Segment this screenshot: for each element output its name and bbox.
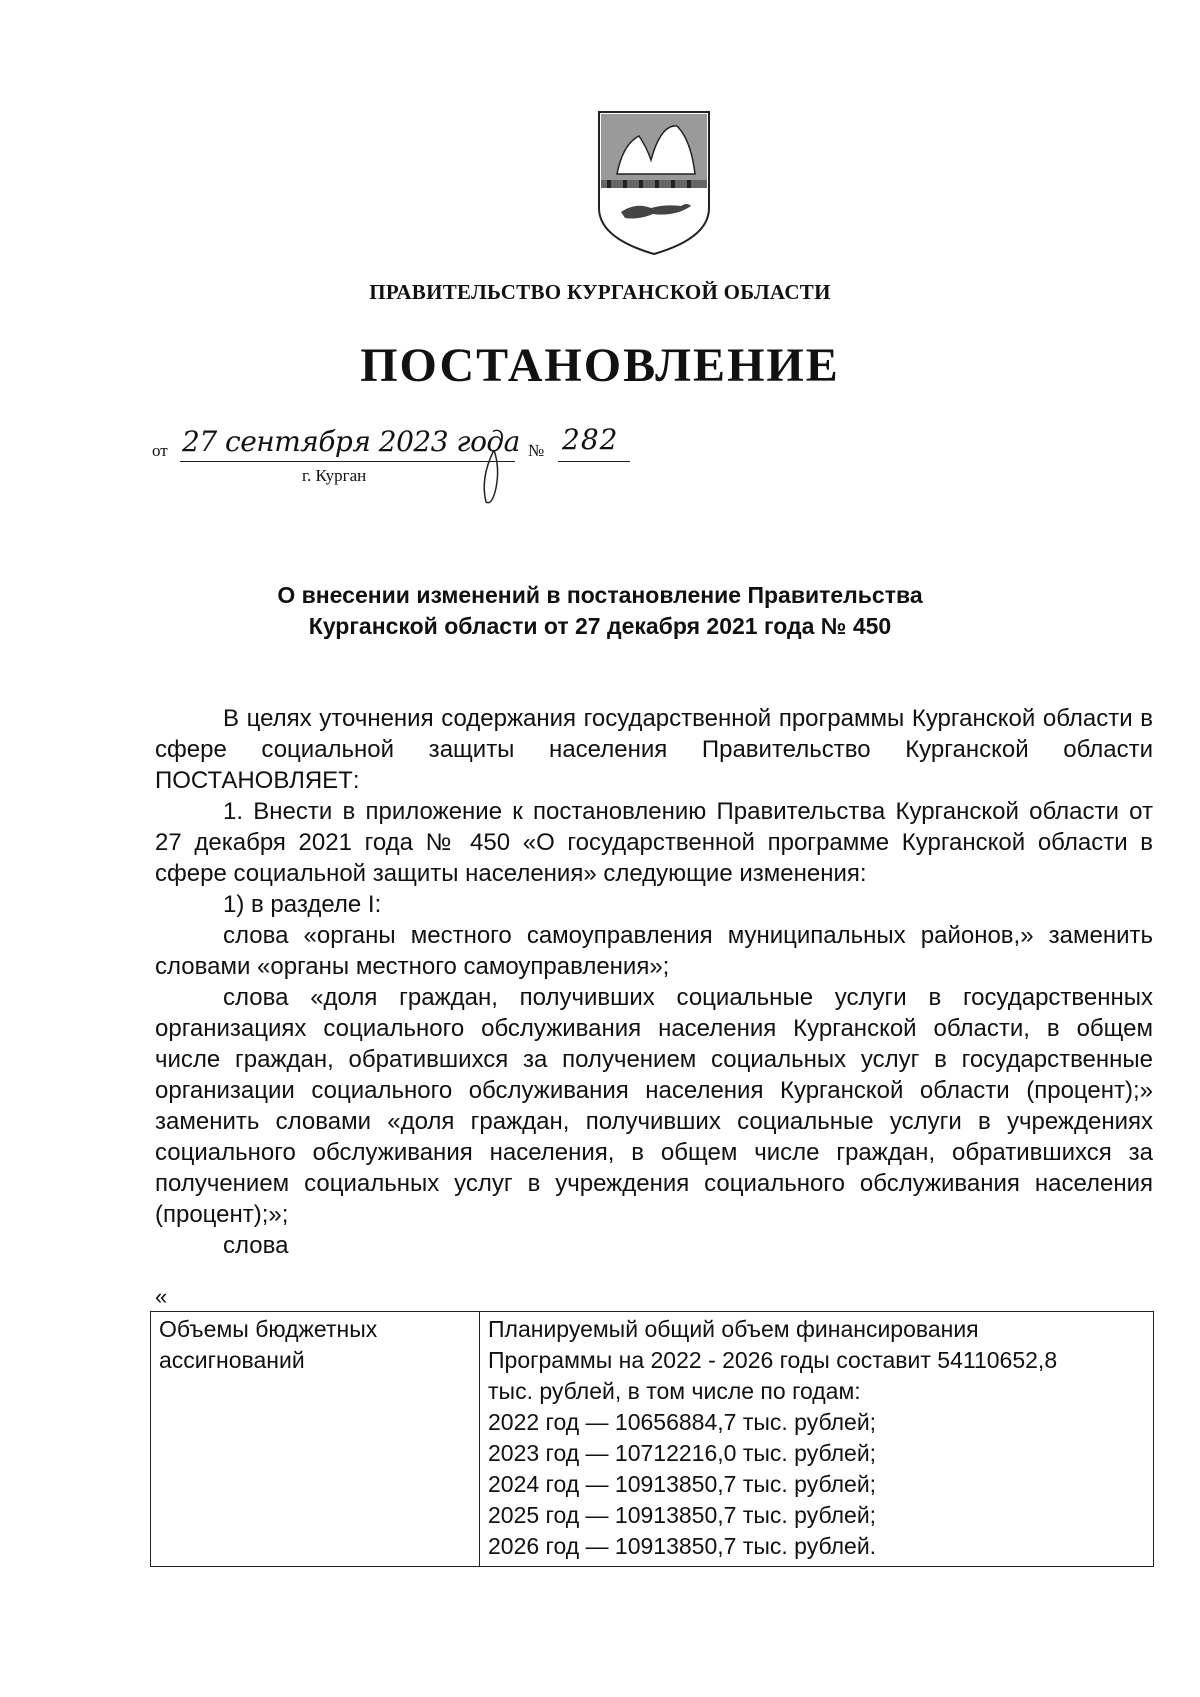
paragraph-item-1: 1. Внести в приложение к постановлению Правительства Курганской области от 27 декабря 2021 года № 450 «О государственной программе Курганской области в сфере социальной защиты населения» следующие изменения: [155, 798, 1153, 887]
handwritten-date: 27 сентября 2023 года [182, 425, 520, 458]
government-title: ПРАВИТЕЛЬСТВО КУРГАНСКОЙ ОБЛАСТИ [369, 280, 831, 304]
table-row [151, 1312, 1154, 1567]
date-underline [180, 461, 515, 462]
handwritten-stroke [474, 448, 514, 508]
opening-quote-mark: « [155, 1284, 168, 1309]
document-type-title: ПОСТАНОВЛЕНИЕ [360, 339, 840, 392]
table-cell-content [480, 1312, 1154, 1567]
table-line: Программы на 2022 - 2026 годы составит 54110652,8 [488, 1347, 1058, 1373]
paragraph-words: слова [223, 1232, 289, 1259]
subject-line-1: О внесении изменений в постановление Правительства [277, 582, 923, 608]
table-line: 2023 год — 10712216,0 тыс. рублей; [488, 1440, 877, 1466]
table-line: Планируемый общий объем финансирования [488, 1316, 979, 1342]
paragraph-replace-1: слова «органы местного самоуправления муниципальных районов,» заменить словами «органы местного самоуправления»; [155, 922, 1153, 980]
date-prefix: от [152, 441, 168, 460]
paragraph-replace-2: слова «доля граждан, получивших социальные услуги в государственных организациях социального обслуживания населения Курганской области, в общем числе граждан, обратившихся за получением социальных услуг в государственные организации социального обслуживания населения Курганской области (процент);» заменить словами «доля граждан, получивших социальные услуги в учреждениях социального обслуживания населения, в общем числе граждан, обратившихся за получением социальных услуг в учреждения социального обслуживания населения (процент);»; [155, 984, 1153, 1228]
table-line: 2026 год — 10913850,7 тыс. рублей. [488, 1533, 877, 1559]
table-cell-label: Объемы бюджетных ассигнований [151, 1312, 480, 1567]
document-body [155, 703, 1153, 1261]
table-line: тыс. рублей, в том числе по годам: [488, 1378, 861, 1404]
coat-of-arms-emblem [595, 108, 713, 258]
paragraph-preamble: В целях уточнения содержания государственной программы Курганской области в сфере социальной защиты населения Правительство Курганской области ПОСТАНОВЛЯЕТ: [155, 705, 1153, 794]
table-line: 2024 год — 10913850,7 тыс. рублей; [488, 1471, 877, 1497]
city-label: г. Курган [302, 466, 367, 485]
subject-line-2: Курганской области от 27 декабря 2021 года № 450 [308, 613, 892, 639]
handwritten-number: 282 [562, 423, 619, 456]
number-sign: № [528, 441, 545, 460]
dateline [152, 425, 672, 505]
document-subject [0, 580, 1200, 642]
table-line: 2022 год — 10656884,7 тыс. рублей; [488, 1409, 877, 1435]
number-underline [558, 461, 630, 462]
paragraph-section-1: 1) в разделе I: [223, 891, 382, 918]
financing-table [150, 1311, 1154, 1567]
table-line: 2025 год — 10913850,7 тыс. рублей; [488, 1502, 877, 1528]
